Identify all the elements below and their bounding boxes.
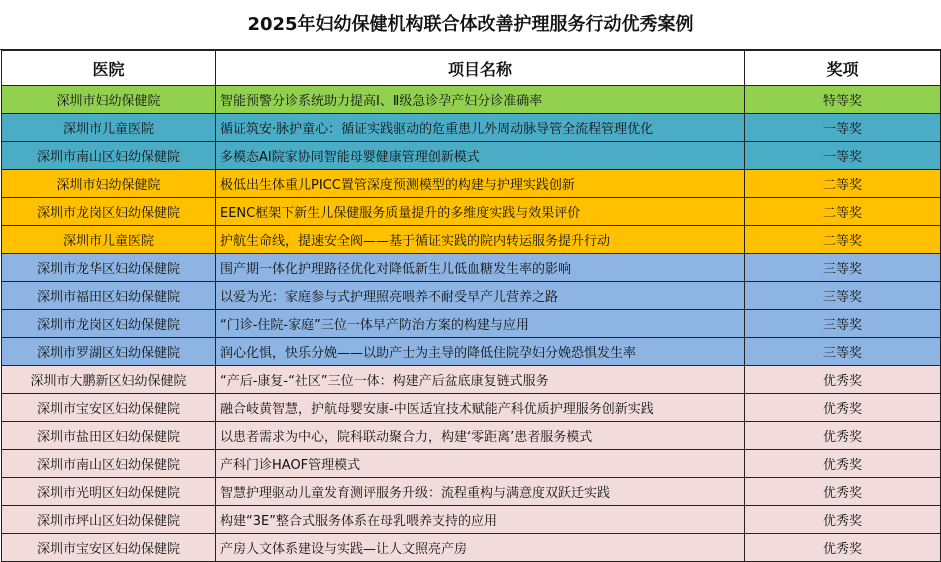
cell-hospital[interactable]: 深圳市南山区妇幼保健院 <box>2 142 216 170</box>
cell-project[interactable]: “门诊-住院-家庭”三位一体早产防治方案的构建与应用 <box>216 310 745 338</box>
cell-hospital[interactable]: 深圳市龙岗区妇幼保健院 <box>2 198 216 226</box>
cell-award[interactable]: 一等奖 <box>745 114 941 142</box>
table-row <box>2 114 941 142</box>
cell-award[interactable]: 三等奖 <box>745 254 941 282</box>
table-row <box>2 506 941 534</box>
header-hospital[interactable]: 医院 <box>2 51 216 86</box>
cell-project[interactable]: 循证筑安·脉护童心：循证实践驱动的危重患儿外周动脉导管全流程管理优化 <box>216 114 745 142</box>
cell-project[interactable]: 智慧护理驱动儿童发育测评服务升级：流程重构与满意度双跃迁实践 <box>216 478 745 506</box>
cell-award[interactable]: 优秀奖 <box>745 450 941 478</box>
table-row <box>2 338 941 366</box>
table-row <box>2 254 941 282</box>
cell-award[interactable]: 优秀奖 <box>745 422 941 450</box>
cell-award[interactable]: 优秀奖 <box>745 394 941 422</box>
table-row <box>2 170 941 198</box>
cell-hospital[interactable]: 深圳市光明区妇幼保健院 <box>2 478 216 506</box>
cell-project[interactable]: 围产期一体化护理路径优化对降低新生儿低血糖发生率的影响 <box>216 254 745 282</box>
cell-award[interactable]: 三等奖 <box>745 310 941 338</box>
header-row <box>2 51 941 86</box>
cell-hospital[interactable]: 深圳市龙岗区妇幼保健院 <box>2 310 216 338</box>
cell-hospital[interactable]: 深圳市妇幼保健院 <box>2 170 216 198</box>
cell-hospital[interactable]: 深圳市盐田区妇幼保健院 <box>2 422 216 450</box>
cell-award[interactable]: 二等奖 <box>745 198 941 226</box>
header-project[interactable]: 项目名称 <box>216 51 745 86</box>
header-award[interactable]: 奖项 <box>745 51 941 86</box>
table-row <box>2 422 941 450</box>
cell-project[interactable]: 极低出生体重儿PICC置管深度预测模型的构建与护理实践创新 <box>216 170 745 198</box>
cell-award[interactable]: 优秀奖 <box>745 478 941 506</box>
cell-award[interactable]: 优秀奖 <box>745 366 941 394</box>
cell-project[interactable]: “产后-康复-“社区”三位一体：构建产后盆底康复链式服务 <box>216 366 745 394</box>
cell-award[interactable]: 一等奖 <box>745 142 941 170</box>
cell-project[interactable]: 以患者需求为中心，院科联动聚合力，构建‘零距离’患者服务模式 <box>216 422 745 450</box>
cell-hospital[interactable]: 深圳市坪山区妇幼保健院 <box>2 506 216 534</box>
cell-award[interactable]: 三等奖 <box>745 338 941 366</box>
cell-hospital[interactable]: 深圳市罗湖区妇幼保健院 <box>2 338 216 366</box>
table-row <box>2 142 941 170</box>
cell-project[interactable]: 护航生命线，提速安全阀——基于循证实践的院内转运服务提升行动 <box>216 226 745 254</box>
cell-award[interactable]: 三等奖 <box>745 282 941 310</box>
cell-award[interactable]: 特等奖 <box>745 86 941 114</box>
cell-hospital[interactable]: 深圳市宝安区妇幼保健院 <box>2 534 216 562</box>
cell-award[interactable]: 优秀奖 <box>745 534 941 562</box>
page-title: 2025年妇幼保健机构联合体改善护理服务行动优秀案例 <box>0 0 941 50</box>
table-row <box>2 282 941 310</box>
cell-hospital[interactable]: 深圳市妇幼保健院 <box>2 86 216 114</box>
cell-hospital[interactable]: 深圳市宝安区妇幼保健院 <box>2 394 216 422</box>
cell-hospital[interactable]: 深圳市儿童医院 <box>2 226 216 254</box>
cell-project[interactable]: 以爱为光：家庭参与式护理照亮喂养不耐受早产儿营养之路 <box>216 282 745 310</box>
table-row <box>2 450 941 478</box>
cell-hospital[interactable]: 深圳市儿童医院 <box>2 114 216 142</box>
cell-project[interactable]: 润心化惧，快乐分娩——以助产士为主导的降低住院孕妇分娩恐惧发生率 <box>216 338 745 366</box>
cell-project[interactable]: 多模态AI院家协同智能母婴健康管理创新模式 <box>216 142 745 170</box>
cell-project[interactable]: 产房人文体系建设与实践—让人文照亮产房 <box>216 534 745 562</box>
awards-table <box>1 50 941 562</box>
cell-project[interactable]: 构建“3E”整合式服务体系在母乳喂养支持的应用 <box>216 506 745 534</box>
table-row <box>2 534 941 562</box>
table-row <box>2 198 941 226</box>
table-row <box>2 478 941 506</box>
cell-award[interactable]: 二等奖 <box>745 170 941 198</box>
cell-award[interactable]: 二等奖 <box>745 226 941 254</box>
cell-hospital[interactable]: 深圳市大鹏新区妇幼保健院 <box>2 366 216 394</box>
cell-project[interactable]: 智能预警分诊系统助力提高Ⅰ、Ⅱ级急诊孕产妇分诊准确率 <box>216 86 745 114</box>
cell-project[interactable]: EENC框架下新生儿保健服务质量提升的多维度实践与效果评价 <box>216 198 745 226</box>
cell-project[interactable]: 融合岐黄智慧，护航母婴安康-中医适宜技术赋能产科优质护理服务创新实践 <box>216 394 745 422</box>
cell-hospital[interactable]: 深圳市福田区妇幼保健院 <box>2 282 216 310</box>
table-row <box>2 86 941 114</box>
table-row <box>2 394 941 422</box>
cell-project[interactable]: 产科门诊HAOF管理模式 <box>216 450 745 478</box>
cell-award[interactable]: 优秀奖 <box>745 506 941 534</box>
cell-hospital[interactable]: 深圳市龙华区妇幼保健院 <box>2 254 216 282</box>
table-row <box>2 366 941 394</box>
table-row <box>2 310 941 338</box>
table-row <box>2 226 941 254</box>
cell-hospital[interactable]: 深圳市南山区妇幼保健院 <box>2 450 216 478</box>
